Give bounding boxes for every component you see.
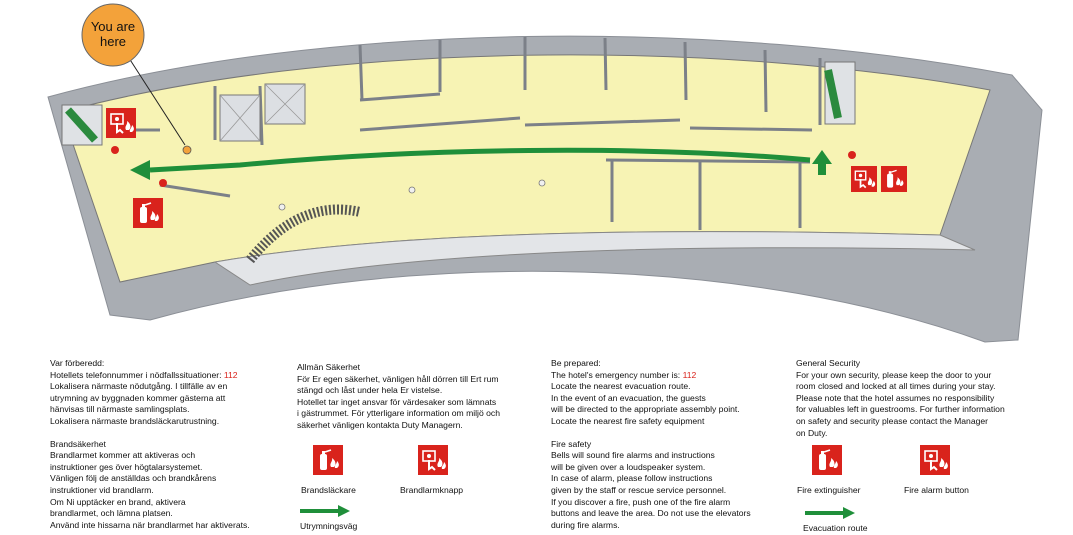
swedish-security-column <box>297 362 542 432</box>
sv-fire-body: Brandlarmet kommer att aktiveras och instruktioner ges över högtalarsystemet. Vänligen följ de anställdas och brandkårens instruktioner vid brandlarm. Om Ni upptäcker en brand, aktivera brandlarmet, och lämna platsen. Använd inte hissarna när brandlarmet har aktiverats. <box>50 450 250 530</box>
legend-extinguisher-label: Brandsläckare <box>301 485 356 495</box>
legend-fire-alarm-label-en: Fire alarm button <box>904 485 969 495</box>
stairwell-left <box>62 105 102 145</box>
en-phone-label: The hotel's emergency number is: <box>551 369 683 380</box>
en-phone-number: 112 <box>682 369 697 380</box>
legend-route-label-en: Evacuation route <box>803 523 868 533</box>
legend-extinguisher-icon <box>313 445 343 475</box>
legend-fire-alarm-icon <box>418 445 448 475</box>
sv-prepared-body: Lokalisera närmaste nödutgång. I tillfälle av en utrymning av byggnaden kommer gästerna att hänvisas till närmaste samlingsplats. Lokalisera närmaste brandsläckarutrustning. <box>50 381 228 426</box>
en-security-body: For your own security, please keep the door to your room closed and locked at all times during your stay. Please note that the hotel assumes no responsibility for valuables left in guestrooms. For further information on safety and security please contact the Manager on Duty. <box>796 369 1005 438</box>
sv-prepared-title: Var förberedd: <box>50 358 105 368</box>
extinguisher-location-dot <box>159 179 167 187</box>
legend-fire-alarm-icon-en <box>920 445 950 475</box>
en-prepared-body: Locate the nearest evacuation route. In the event of an evacuation, the guests will be directed to the appropriate assembly point. Locate the nearest fire safety equipment <box>551 381 740 426</box>
you-are-here-label: You are here <box>90 19 136 49</box>
english-security-column <box>796 358 1056 439</box>
english-prepared-column <box>551 358 791 531</box>
alarm-location-dot <box>111 146 119 154</box>
map-fire-alarm-sign-left <box>106 108 136 138</box>
you-are-here-dot <box>183 146 191 154</box>
legend-route-label: Utrymningsväg <box>300 521 358 531</box>
map-extinguisher-sign-right <box>881 166 907 192</box>
en-fire-title: Fire safety <box>551 438 592 449</box>
alarm-location-dot <box>848 151 856 159</box>
sv-security-body: För Er egen säkerhet, vänligen håll dörren till Ert rum stängd och låst under hela Er vistelse. Hotellet tar inget ansvar för värdesaker som lämnats i gästrummet. För ytterligare information om miljö och säkerhet vänligen kontakta Duty Managern. <box>297 373 500 430</box>
en-fire-body: Bells will sound fire alarms and instructions will be given over a loudspeaker system. In case of alarm, please follow instructions given by the staff or rescue service personnel. If you discover a fire, push one of the fire alarm buttons and leave the area. Do not use the elevators during fire alarms. <box>551 450 751 530</box>
map-extinguisher-sign-left <box>133 198 163 228</box>
sv-phone-label: Hotellets telefonnummer i nödfallssituationer: <box>50 369 224 380</box>
sv-phone-number: 112 <box>223 369 238 380</box>
stairwell-right <box>825 62 855 124</box>
sv-security-title: Allmän Säkerhet <box>297 362 361 372</box>
map-fire-alarm-sign-right <box>851 166 877 192</box>
en-prepared-title: Be prepared: <box>551 358 601 368</box>
legend-extinguisher-label-en: Fire extinguisher <box>797 485 861 495</box>
legend-fire-alarm-label: Brandlarmknapp <box>400 485 464 495</box>
sv-fire-title: Brandsäkerhet <box>50 438 106 449</box>
en-security-title: General Security <box>796 358 861 368</box>
legend-route-arrow-icon <box>300 505 350 517</box>
swedish-prepared-column <box>50 358 290 531</box>
legend-extinguisher-icon-en <box>812 445 842 475</box>
legend-route-arrow-icon-en <box>805 507 855 519</box>
